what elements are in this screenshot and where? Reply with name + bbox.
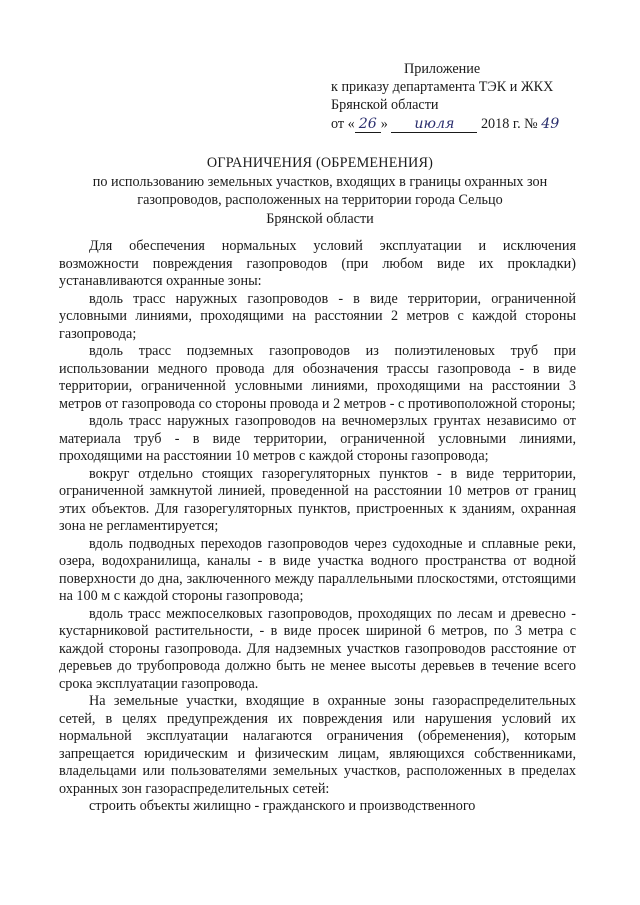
paragraph-outdoor-pipelines: вдоль трасс наружных газопроводов - в виде территории, ограниченной условными линиями, проходящими на расстоянии 2 метров с каждой стороны газопровода; <box>59 290 576 342</box>
appendix-line-region: Брянской области <box>331 97 439 114</box>
paragraph-permafrost-pipelines: вдоль трасс наружных газопроводов на вечномерзлых грунтах независимо от материала труб - в виде территории, ограниченной условными линиями, проходящими на расстоянии 10 метров с каждой стороны газопровода; <box>59 413 576 464</box>
appendix-date-line <box>331 115 591 133</box>
handwritten-month: июля <box>391 117 477 133</box>
appendix-block <box>331 60 591 133</box>
year-and-number-label: 2018 г. № <box>480 115 538 132</box>
paragraph-construction: строить объекты жилищно - гражданского и производственного <box>89 798 476 814</box>
paragraph-underwater-crossings: вдоль подводных переходов газопроводов через судоходные и сплавные реки, озера, водохранилища, каналы - в виде участка водного пространства от водной поверхности до дна, заключенного между параллельными плоскостями, отстоящими на 100 м с каждой стороны газопровода; <box>59 535 576 604</box>
handwritten-day: 26 <box>355 117 381 133</box>
paragraph-underground-pipelines: вдоль трасс подземных газопроводов из полиэтиленовых труб при использовании медного провода для обозначения трассы газопровода - в виде территории, ограниченной условными линиями, проходящими на расстоянии 3 метров от газопровода со стороны провода и 2 метров - с противоположной стороны; <box>59 343 576 412</box>
appendix-line-order: к приказу департамента ТЭК и ЖКХ <box>331 79 554 96</box>
document-title <box>50 154 590 228</box>
paragraph-restrictions: На земельные участки, входящие в охранные зоны газораспределительных сетей, в целях предупреждения их повреждения или нарушения условий их нормальной эксплуатации налагаются ограничения (обременения), которым запрещается юридическим и физическим лицам, являющихся собственниками, владельцами или пользователями земельных участков, расположенных в пределах охранных зон газораспределительных сетей: <box>59 693 576 797</box>
title-heading: ОГРАНИЧЕНИЯ (ОБРЕМЕНЕНИЯ) <box>206 155 434 171</box>
date-prefix: от « <box>331 115 355 132</box>
appendix-title: Приложение <box>404 61 481 77</box>
document-body <box>59 238 576 816</box>
title-line-1: по использованию земельных участков, входящих в границы охранных зон <box>92 173 548 190</box>
paragraph-intro: Для обеспечения нормальных условий эксплуатации и исключения возможности повреждения газопроводов (при любом виде их прокладки) устанавливаются охранные зоны: <box>59 238 576 289</box>
date-close-quote: » <box>380 115 388 132</box>
handwritten-order-number: 49 <box>541 115 560 132</box>
paragraph-forest-pipelines: вдоль трасс межпоселковых газопроводов, проходящих по лесам и древесно - кустарниковой растительности, - в виде просек шириной 6 метров, по 3 метра с каждой стороны газопровода. Для надземных участков газопроводов расстояние от деревьев до трубопровода должно быть не менее высоты деревьев в течение всего срока эксплуатации газопровода. <box>59 605 576 692</box>
paragraph-regulator-points: вокруг отдельно стоящих газорегуляторных пунктов - в виде территории, ограниченной замкнутой линией, проведенной на расстоянии 10 метров от границ этих объектов. Для газорегуляторных пунктов, пристроенных к зданиям, охранная зона не регламентируется; <box>59 465 576 534</box>
title-line-2: газопроводов, расположенных на территории города Сельцо <box>137 192 503 208</box>
title-line-3: Брянской области <box>266 210 374 227</box>
